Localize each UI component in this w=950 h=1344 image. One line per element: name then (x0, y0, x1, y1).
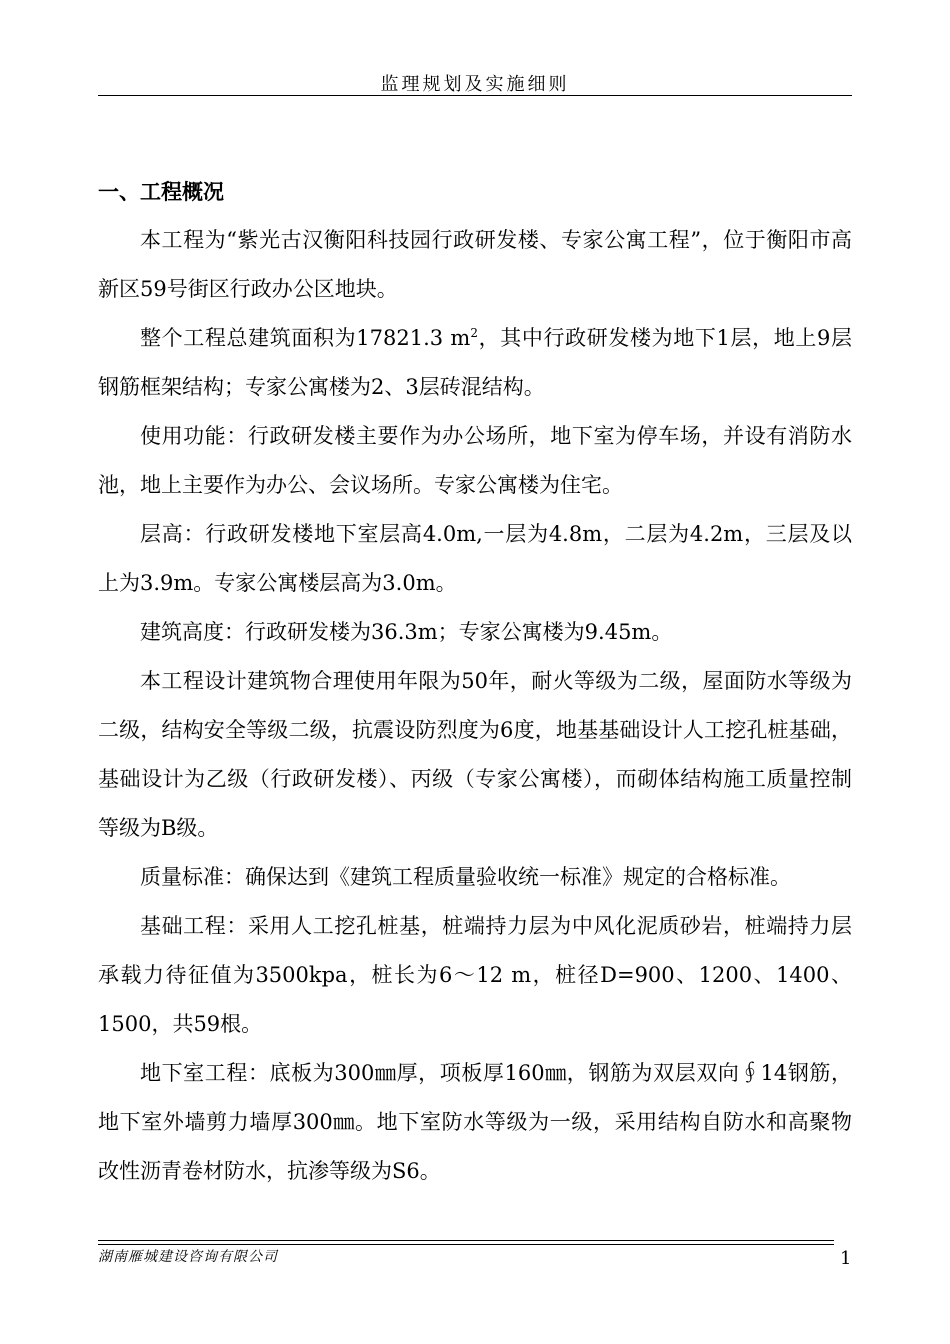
page-number: 1 (840, 1248, 852, 1269)
paragraph-building-height: 建筑高度：行政研发楼为36.3m；专家公寓楼为9.45m。 (140, 620, 673, 644)
paragraph-building-area (98, 314, 852, 412)
area-text-before: 整个工程总建筑面积为17821.3 m (140, 326, 471, 350)
paragraph-foundation: 基础工程：采用人工挖孔桩基，桩端持力层为中风化泥质砂岩，桩端持力层承载力待征值为3500kpa，桩长为6～12 m，桩径D=900、1200、1400、1500，共59根。 (98, 914, 852, 1036)
paragraph-usage: 使用功能：行政研发楼主要作为办公场所，地下室为停车场，并设有消防水池，地上主要作为办公、会议场所。专家公寓楼为住宅。 (98, 424, 852, 497)
footer-divider (98, 1240, 834, 1241)
paragraph-design-grades: 本工程设计建筑物合理使用年限为50年，耐火等级为二级，屋面防水等级为二级，结构安全等级二级，抗震设防烈度为6度，地基基础设计人工挖孔桩基础，基础设计为乙级（行政研发楼）、丙级（专家公寓楼），而砌体结构施工质量控制等级为B级。 (98, 669, 852, 840)
footer-divider-thin (98, 1244, 834, 1245)
area-unit-superscript: 2 (470, 326, 478, 340)
paragraph-quality-standard: 质量标准：确保达到《建筑工程质量验收统一标准》规定的合格标准。 (140, 865, 791, 889)
document-body (98, 216, 852, 1196)
paragraph-project-name: 本工程为“紫光古汉衡阳科技园行政研发楼、专家公寓工程”，位于衡阳市高新区59号街区行政办公区地块。 (98, 228, 852, 301)
header-title: 监理规划及实施细则 (380, 74, 570, 95)
area-text-after: ，其中行政研发楼为地下1层，地上9层钢筋框架结构；专家公寓楼为2、3层砖混结构。 (98, 326, 852, 399)
paragraph-basement: 地下室工程：底板为300㎜厚，项板厚160㎜，钢筋为双层双向∮14钢筋，地下室外墙剪力墙厚300㎜。地下室防水等级为一级，采用结构自防水和高聚物改性沥青卷材防水，抗渗等级为S6。 (98, 1061, 852, 1183)
paragraph-floor-height: 层高：行政研发楼地下室层高4.0m,一层为4.8m，二层为4.2m，三层及以上为3.9m。专家公寓楼层高为3.0m。 (98, 522, 852, 595)
footer-company: 湖南雁城建设咨询有限公司 (98, 1249, 278, 1265)
header-divider (98, 95, 852, 96)
section-heading: 一、工程概况 (98, 180, 224, 204)
